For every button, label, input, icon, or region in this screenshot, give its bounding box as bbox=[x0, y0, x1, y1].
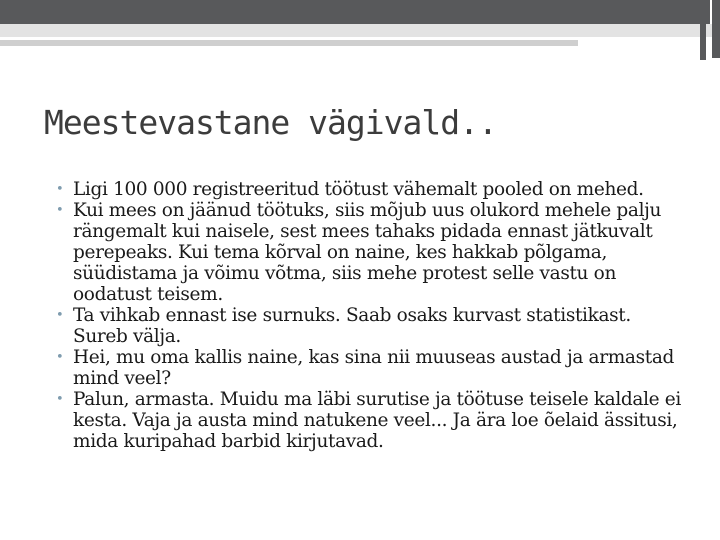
list-item bbox=[52, 305, 687, 347]
header-bar bbox=[0, 0, 710, 24]
bullet-icon: • bbox=[56, 392, 64, 407]
bullet-icon: • bbox=[56, 308, 64, 323]
bullet-icon: • bbox=[56, 350, 64, 365]
bullet-text: Palun, armasta. Muidu ma läbi surutise ja töötuse teisele kaldale ei kesta. Vaja ja austa mind natukene veel... Ja ära loe õelaid ässitusi, mida kuripahad barbid kirjutavad. bbox=[73, 389, 681, 452]
list-item bbox=[52, 389, 687, 452]
bullet-icon: • bbox=[56, 182, 64, 197]
slide-title: Meestevastane vägivald.. bbox=[44, 103, 497, 142]
bullet-text: Kui mees on jäänud töötuks, siis mõjub uus olukord mehele palju rängemalt kui naisele, sest mees tahaks pidada ennast jätkuvalt perepeaks. Kui tema kõrval on naine, kes hakkab põlgama, süüdistama ja võimu võtma, siis mehe protest selle vastu on oodatust teisem. bbox=[73, 200, 662, 305]
list-item bbox=[52, 200, 687, 305]
bullet-text: Ligi 100 000 registreeritud töötust vähemalt pooled on mehed. bbox=[73, 179, 644, 200]
bullet-text: Ta vihkab ennast ise surnuks. Saab osaks kurvast statistikast. Sureb välja. bbox=[73, 305, 631, 347]
bullet-icon: • bbox=[56, 203, 64, 218]
corner-decoration bbox=[712, 0, 720, 58]
header-accent-line bbox=[0, 40, 578, 46]
header-band bbox=[0, 24, 720, 37]
bullet-list bbox=[52, 179, 687, 452]
bullet-text: Hei, mu oma kallis naine, kas sina nii muuseas austad ja armastad mind veel? bbox=[73, 347, 675, 389]
list-item bbox=[52, 347, 687, 389]
corner-decoration bbox=[700, 0, 706, 60]
list-item bbox=[52, 179, 687, 200]
